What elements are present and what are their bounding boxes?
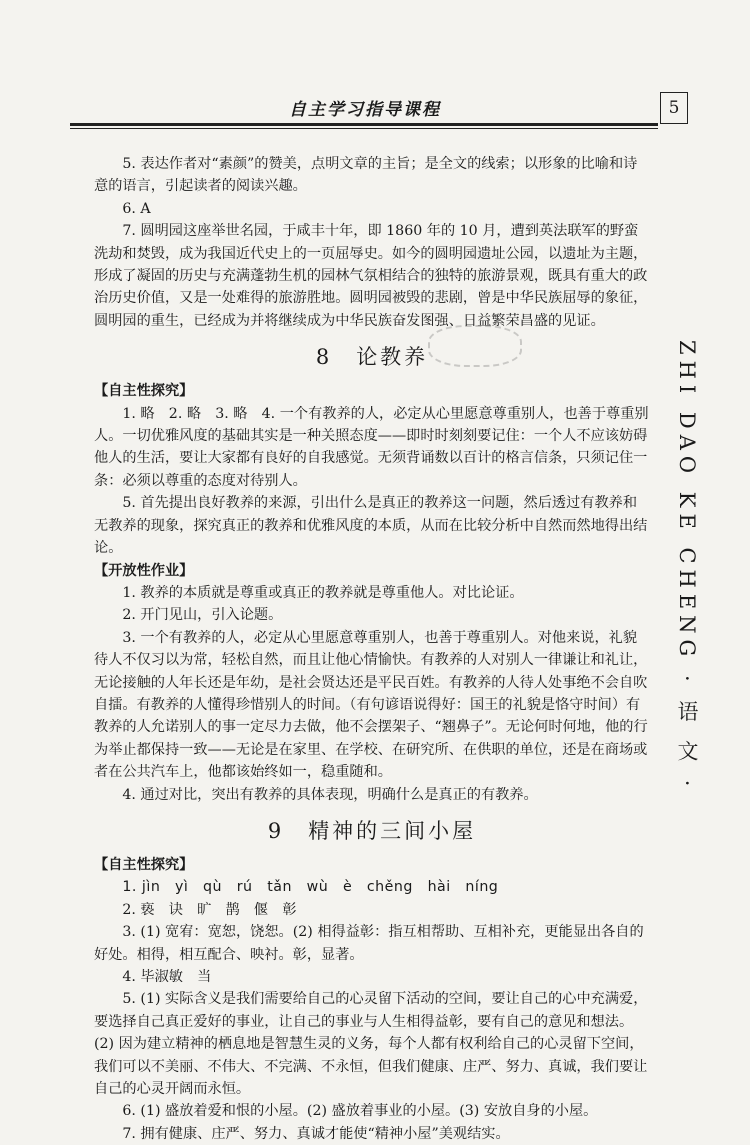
answer-paragraph: 7. 拥有健康、庄严、努力、真诚才能使“精神小屋”美观结实。 xyxy=(122,1125,510,1142)
header-title: 自主学习指导课程 xyxy=(289,100,441,120)
answer-paragraph: 3. (1) 宽宥：宽恕，饶恕。(2) 相得益彰：指互相帮助、互相补充，更能显出各自的好处。相得，相互配合、映衬。彰，显著。 xyxy=(94,924,644,963)
section-9-part1-label: 【自主性探究】 xyxy=(94,856,194,873)
answer-paragraph: 4. 通过对比，突出有教养的具体表现，明确什么是真正的有教养。 xyxy=(122,786,538,803)
answer-paragraph: 4. 毕淑敏 当 xyxy=(122,969,212,985)
section-8-part2-label: 【开放性作业】 xyxy=(94,562,194,579)
section-8-name: 论教养 xyxy=(356,345,429,370)
side-vertical-text: ZHI DAO KE CHENG · 语 文 · xyxy=(675,340,699,793)
answer-paragraph: 2. 亵 诀 旷 鹊 偃 彰 xyxy=(122,901,297,918)
answer-paragraph: 5. 表达作者对“素颜”的赞美，点明文章的主旨；是全文的线索；以形象的比喻和诗意的语言，引起读者的阅读兴趣。 xyxy=(94,156,638,195)
answer-paragraph: 1. 教养的本质就是尊重或真正的教养就是尊重他人。对比论证。 xyxy=(122,584,524,601)
section-8-part1-label: 【自主性探究】 xyxy=(94,383,194,400)
answer-paragraph: 6. A xyxy=(122,200,151,217)
section-8-title xyxy=(94,342,650,372)
header-rule-thick xyxy=(70,123,658,126)
section-9-title xyxy=(94,816,650,846)
answer-paragraph: 2. 开门见山，引入论题。 xyxy=(122,607,283,624)
section-8-number: 8 xyxy=(315,345,333,370)
answer-paragraph: 5. 首先提出良好教养的来源，引出什么是真正的教养这一问题，然后透过有教养和无教养的现象，探究真正的教养和优雅风度的本质，从而在比较分析中自然而然地得出结论。 xyxy=(94,495,648,557)
answer-paragraph: 3. 一个有教养的人，必定从心里愿意尊重别人，也善于尊重别人。对他来说，礼貌待人不仅习以为常，轻松自然，而且让他心情愉快。有教养的人对别人一律谦让和礼让，无论接触的人年长还是年幼，是社会贤达还是平民百姓。有教养的人待人处事绝不会自吹自擂。有教养的人懂得珍惜别人的时间。（有句谚语说得好：国王的礼貌是恪守时间）有教养的人允诺别人的事一定尽力去做，他不会摆架子、“翘鼻子”。无论何时何地，他的行为举止都保持一致——无论是在家里、在学校、在研究所、在供职的单位，还是在商场或者在公共汽车上，他都该始终如一，稳重随和。 xyxy=(94,629,648,781)
section-9-number: 9 xyxy=(267,818,285,843)
answer-paragraph: 1. 略 2. 略 3. 略 4. 一个有教养的人，必定从心里愿意尊重别人，也善于尊重别人。一切优雅风度的基础其实是一种关照态度——即时时刻刻要记住：一个人不应该妨碍他人的生活，要让大家都有良好的自我感觉。无须背诵数以百计的格言信条，只须记住一条：必须以尊重的态度对待别人。 xyxy=(94,405,649,489)
pinyin-line: 1. jìn yì qù rú tǎn wù è chěng hài níng xyxy=(122,879,499,896)
page-number-box: 5 xyxy=(660,92,688,124)
page-header xyxy=(70,95,660,121)
page-content xyxy=(94,153,650,1145)
header-rule-thin xyxy=(70,128,658,129)
answer-paragraph: 6. (1) 盛放着爱和恨的小屋。(2) 盛放着事业的小屋。(3) 安放自身的小屋。 xyxy=(122,1103,598,1120)
answer-paragraph: 5. (1) 实际含义是我们需要给自己的心灵留下活动的空间，要让自己的心中充满爱，要选择自己真正爱好的事业，让自己的事业与人生相得益彰，要有自己的意见和想法。(2) 因为建立精神的栖息地是智慧生灵的义务，每个人都有权利给自己的心灵留下空间，我们可以不美丽、不伟大、不完满、不永恒，但我们健康、庄严、努力、真诚，我们要让自己的心灵开阔而永恒。 xyxy=(94,991,648,1098)
answer-paragraph: 7. 圆明园这座举世名园，于咸丰十年，即 1860 年的 10 月，遭到英法联军的野蛮洗劫和焚毁，成为我国近代史上的一页屈辱史。如今的圆明园遗址公园，以遗址为主题，形成了凝固的历史与充满蓬勃生机的园林气氛相结合的独特的旅游景观，既具有重大的政治历史价值，又是一处难得的旅游胜地。圆明园被毁的悲剧，曾是中华民族屈辱的象征，圆明园的重生，已经成为并将继续成为中华民族奋发图强、日益繁荣昌盛的见证。 xyxy=(94,223,648,329)
section-9-name: 精神的三间小屋 xyxy=(308,818,477,843)
